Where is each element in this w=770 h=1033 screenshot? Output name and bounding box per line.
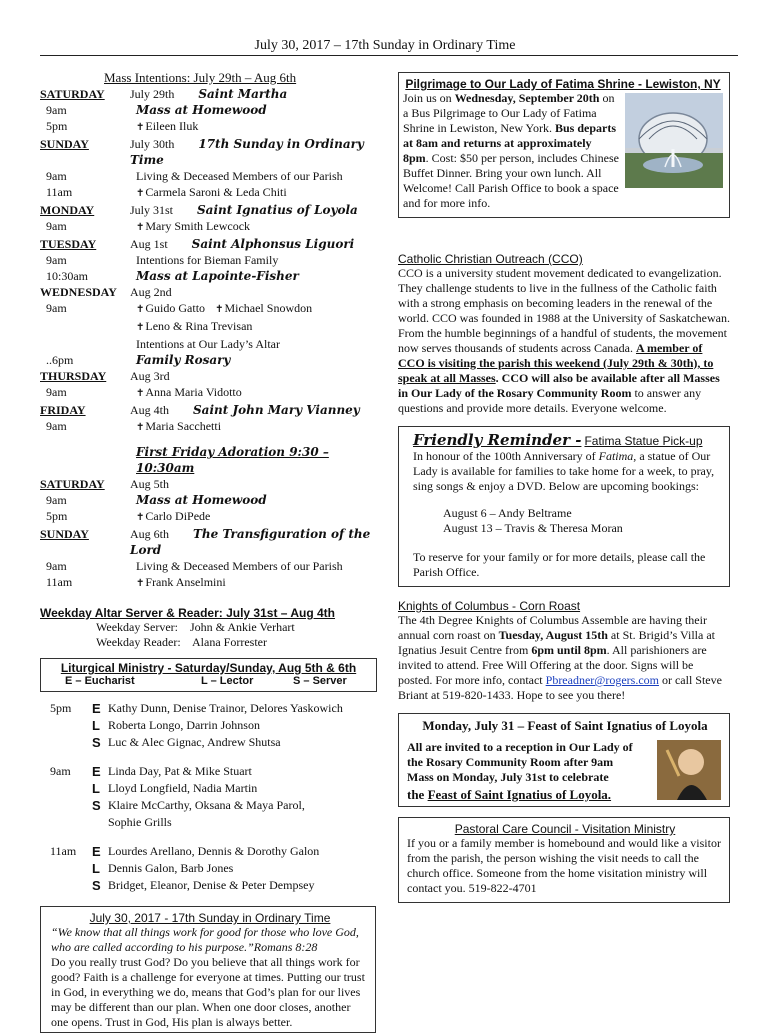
cco-text [398,266,730,416]
reminder-text-italic: Fatima, [598,449,637,463]
mass-time: ..6pm [46,353,74,367]
mass-intention-body [136,384,380,402]
saint-feast: The Transfiguration of the Lord [130,527,371,557]
mass-intention-body [136,300,380,318]
mass-intention-body [130,284,380,300]
mass-intention-text: Aug 5th [130,477,169,491]
liturgical-group [40,700,380,751]
server-value: John & Ankie Verhart [190,620,295,634]
reflection-title: July 30, 2017 - 17th Sunday in Ordinary Time [89,911,331,925]
legend-eucharist: E – Eucharist [65,675,135,687]
mass-intentions-title: Mass Intentions: July 29th – Aug 6th [104,70,297,85]
mass-intention-text: Aug 3rd [130,369,170,383]
server-label: Weekday Server: [96,620,178,634]
mass-intention-body [130,86,380,102]
mass-intention-body [130,526,380,558]
liturgical-group [40,843,380,894]
mass-intention-body [136,492,380,508]
knights-date: Tuesday, August 15th [498,628,608,642]
mass-intention-row [40,218,380,236]
minister-names: Sophie Grills [108,815,172,829]
mass-time: 9am [46,103,67,117]
mass-time: 9am [46,301,67,315]
mass-intention-row [40,476,380,492]
mass-intention-text: July 29th [130,87,175,101]
mass-intention-text: Mass at Homewood [136,103,267,117]
liturgical-time [40,797,92,814]
mass-intention-row [40,368,380,384]
mass-intention-row [40,184,380,202]
mass-intention-body [136,508,380,526]
mass-time: 5pm [46,119,68,133]
reminder-bookings [413,506,723,536]
liturgical-time: 11am [50,844,77,858]
minister-names: Luc & Alec Gignac, Andrew Shutsa [108,735,281,749]
booking-item: August 13 – Travis & Theresa Moran [443,521,623,535]
minister-names: Bridget, Eleanor, Denise & Peter Dempsey [108,878,315,892]
legend-server: S – Server [293,675,347,687]
mass-intention-row [40,444,380,476]
liturgical-row [40,814,380,831]
mass-intention-body [130,236,380,252]
ministry-code: L [92,861,100,876]
cco-text-1: CCO is a university student movement dedicated to evangelization. They challenge students to live in the fullness of the Catholic faith with a strong emphasis on becoming leaders in the renewal of the world. CCO was founded in 1988 at the University of Saskatchewan. From the humble beginnings of a handful of students, the movement now serves thousands of students across Canada. [398,266,730,355]
minister-names: Kathy Dunn, Denise Trainor, Delores Yaskowich [108,701,343,715]
mass-intention-row [40,526,380,558]
mass-intention-body [136,336,380,352]
mass-time: 11am [46,185,73,199]
mass-intention-body [130,476,380,492]
reminder-title-script: Friendly Reminder - [413,431,582,449]
reflection-text: Do you really trust God? Do you believe that all things work for good? Faith is a challenge for everyone at times. Putting our trust in God, in everything we do, means that God’s plan for our lives may be different than our plan. When one door closes, another one opens. Trust in God, His plan is always better. [51,955,365,1029]
mass-day: SATURDAY [40,87,105,101]
mass-intention-text: Intentions at Our Lady’s Altar [136,337,280,351]
mass-intention-text: Aug 2nd [130,285,172,299]
knights-section [398,599,730,703]
saint-feast: Saint Martha [198,87,288,101]
reader-value: Alana Forrester [192,635,267,649]
mass-intention-body [136,558,380,574]
mass-intention-text: ✝ Guido Gatto [136,301,205,315]
reminder-box [398,426,730,587]
liturgical-time [40,780,92,797]
mass-intention-text: Living & Deceased Members of our Parish [136,559,343,573]
reflection-box [40,906,376,1033]
mass-intention-body [130,368,380,384]
ministry-code: S [92,735,101,750]
mass-intention-row [40,558,380,574]
mass-time [40,444,136,476]
mass-intention-body [136,418,380,436]
mass-intention-row [40,102,380,118]
left-column [40,70,380,1033]
mass-time: 9am [46,493,67,507]
ministry-code: E [92,764,101,779]
pilgrimage-date: Wednesday, September 20th [454,91,600,105]
minister-names: Roberta Longo, Darrin Johnson [108,718,260,732]
knights-text [398,613,730,703]
mass-intention-row [40,168,380,184]
mass-intention-body [136,268,380,284]
knights-text-2: at St. Brigid’s Villa at Ignatius Jesuit Centre from [398,628,715,657]
pilgrimage-text-2: on a Bus Pilgrimage to Our Lady of Fatima Shrine in Lewiston, New York. [403,91,615,135]
mass-day: FRIDAY [40,403,86,417]
knights-text-4: or call Steve Briant at 519-820-1433. Hope to see you there! [398,673,722,702]
reminder-title [413,431,723,449]
mass-intention-body [136,168,380,184]
minister-names: Klaire McCarthy, Oksana & Maya Parol, [108,798,305,812]
mass-intention-text: Mass at Lapointe-Fisher [136,269,299,283]
mass-intention-body [130,136,380,168]
fatima-shrine-image [625,93,723,188]
mass-intentions-list [40,86,380,592]
mass-intention-body [136,444,380,476]
mass-time: 9am [46,219,67,233]
liturgical-time: 5pm [50,701,72,715]
knights-text-3: . All parishioners are invited to attend. Free Will Offering at the door. Signs will be posted. For more info, contact [398,643,707,687]
mass-intention-text: Intentions for Bieman Family [136,253,279,267]
mass-intention-text: Family Rosary [136,353,231,367]
ignatius-feast-name: Feast of Saint Ignatius of Loyola. [427,787,612,802]
mass-time [40,336,136,352]
mass-intention-row [40,86,380,102]
pastoral-title: Pastoral Care Council - Visitation Ministry [454,822,676,836]
mass-intention-row [40,574,380,592]
ministry-code: E [92,844,101,859]
mass-intention-body [136,218,380,236]
liturgical-row [40,860,380,877]
mass-intention-text: Aug 6th [130,527,169,541]
knights-email-link[interactable]: Pbreadner@rogers.com [545,673,659,687]
mass-intention-body [130,402,380,418]
mass-day: MONDAY [40,203,95,217]
reminder-text-1: In honour of the 100th Anniversary of [413,449,599,463]
mass-intention-row [40,136,380,168]
cco-title: Catholic Christian Outreach (CCO) [398,252,583,266]
minister-names: Linda Day, Pat & Mike Stuart [108,764,252,778]
mass-intention-text: Living & Deceased Members of our Parish [136,169,343,183]
liturgical-legend [41,675,376,687]
cco-text-2: to answer any questions and provide more details. Everyone welcome. [398,386,702,415]
ministry-code: L [92,718,100,733]
saint-feast: Saint Ignatius of Loyola [197,203,358,217]
mass-time: 5pm [46,509,68,523]
ignatius-text: All are invited to a reception in Our Lady of the Rosary Community Room after 9am Mass on Monday, July 31st to celebrate [407,740,633,784]
mass-intention-body [136,118,380,136]
liturgical-schedule [40,700,380,894]
knights-text-1: The 4th Degree Knights of Columbus Assemble are having their annual corn roast on [398,613,707,642]
liturgical-title: Liturgical Ministry - Saturday/Sunday, Aug 5th & 6th [60,661,357,675]
mass-intention-row [40,352,380,368]
altar-server-title: Weekday Altar Server & Reader: July 31st – Aug 4th [40,606,336,620]
mass-intention-row [40,118,380,136]
liturgical-row [40,763,380,780]
saint-ignatius-image [657,740,721,800]
mass-day: SUNDAY [40,527,89,541]
mass-intention-text: Aug 1st [130,237,168,251]
mass-time: 9am [46,419,67,433]
liturgical-group [40,763,380,831]
ignatius-box [398,713,730,807]
cco-availability: . CCO will also be available after all Masses in Our Lady of the Rosary Community Room [398,371,720,400]
mass-day: SUNDAY [40,137,89,151]
liturgical-time [40,860,92,877]
mass-intention-body [130,202,380,218]
mass-intention-text: ✝ Michael Snowdon [215,301,312,315]
mass-intention-body [136,352,380,368]
mass-intention-row [40,418,380,436]
reminder-text [413,449,723,494]
mass-intention-text: First Friday Adoration 9:30 – 10:30am [136,445,329,475]
liturgical-row [40,797,380,814]
mass-intention-text: ✝ Carlo DiPede [136,509,210,523]
liturgical-row [40,780,380,797]
mass-intention-text: ✝ Anna Maria Vidotto [136,385,242,399]
mass-time: 10:30am [46,269,88,283]
mass-intention-row [40,492,380,508]
liturgical-time [40,734,92,751]
pilgrimage-text-3: . Cost: $50 per person, includes Chinese Buffet Dinner. Bring your own lunch. All Welcome! Call Parish Office to book a space and for more info. [403,151,619,210]
reminder-footer: To reserve for your family or for more details, please call the Parish Office. [413,550,706,579]
ignatius-title: Monday, July 31 – Feast of Saint Ignatius of Loyola [422,718,708,733]
mass-intention-body [136,318,380,336]
reflection-quote: “We know that all things work for good for those who love God, who are called according to his purpose.”Romans 8:28 [51,925,359,954]
liturgical-time: 9am [50,764,71,778]
liturgical-time [40,717,92,734]
liturgical-row [40,700,380,717]
mass-intention-text: July 30th [130,137,175,151]
minister-names: Dennis Galon, Barb Jones [108,861,234,875]
minister-names: Lloyd Longfield, Nadia Martin [108,781,258,795]
saint-ignatius-portrait [657,740,721,800]
mass-intention-row [40,300,380,318]
mass-time: 9am [46,385,67,399]
pilgrimage-box [398,72,730,218]
server-line [40,620,380,635]
right-column [398,72,730,903]
reader-label: Weekday Reader: [96,635,181,649]
liturgical-ministry-box [40,658,377,692]
reminder-title-rest: Fatima Statue Pick-up [584,434,703,448]
mass-intention-row [40,284,380,300]
mass-intention-row [40,268,380,284]
liturgical-time [40,877,92,894]
booking-item: August 6 – Andy Beltrame [443,506,572,520]
mass-intention-row [40,508,380,526]
mass-day: WEDNESDAY [40,285,117,299]
mass-intention-row [40,402,380,418]
liturgical-row [40,877,380,894]
mass-day: SATURDAY [40,477,105,491]
reader-line [40,635,380,650]
pastoral-text: If you or a family member is homebound and would like a visitor from the parish, the person wishing the visit needs to call the church office. Someone from the home visitation ministry will contact you. 519-822-4701 [407,836,721,895]
liturgical-row [40,734,380,751]
ministry-code: S [92,798,101,813]
mass-intention-body [136,184,380,202]
mass-intention-row [40,236,380,252]
liturgical-row [40,843,380,860]
ministry-code: L [92,781,100,796]
mass-intention-row [40,202,380,218]
mass-day: THURSDAY [40,369,107,383]
mass-intention-text: Aug 4th [130,403,169,417]
mass-intention-body [136,574,380,592]
altar-server-section [40,606,380,650]
saint-feast: Saint Alphonsus Liguori [191,237,355,251]
mass-intention-text: ✝ Eileen Iluk [136,119,198,133]
mass-day: TUESDAY [40,237,97,251]
fatima-shrine-photo [625,93,723,188]
mass-time: 9am [46,559,67,573]
pilgrimage-times: Bus departs at 8am and returns at approximately 8pm [403,121,617,165]
pastoral-box [398,817,730,903]
liturgical-time [40,814,92,831]
saint-feast: 17th Sunday in Ordinary Time [130,137,364,167]
mass-intention-row [40,252,380,268]
mass-intention-text: ✝ Mary Smith Lewcock [136,219,250,233]
cco-section [398,252,730,416]
mass-time: 11am [46,575,73,589]
mass-intention-text: ✝ Frank Anselmini [136,575,226,589]
ministry-code: E [92,701,101,716]
minister-names: Lourdes Arellano, Dennis & Dorothy Galon [108,844,320,858]
mass-intention-row [40,318,380,336]
mass-intention-text: ✝ Maria Sacchetti [136,419,221,433]
cco-visit-note: A member of CCO is visiting the parish this weekend (July 29th & 30th), to speak at all Masses [398,341,714,385]
liturgical-row [40,717,380,734]
mass-time: 9am [46,253,67,267]
knights-title: Knights of Columbus - Corn Roast [398,599,581,613]
pilgrimage-text-1: Join us on [403,91,455,105]
pilgrimage-title: Pilgrimage to Our Lady of Fatima Shrine - Lewiston, NY [405,77,721,91]
mass-intention-text: Mass at Homewood [136,493,267,507]
reminder-text-2: a statue of Our Lady is available for families to take home for a week, to pray, sing songs & enjoy a DVD. Below are upcoming bookings: [413,449,715,493]
mass-intention-row [40,384,380,402]
ministry-code: S [92,878,101,893]
header-divider [40,55,738,56]
knights-time: 6pm until 8pm [531,643,607,657]
saint-feast: Saint John Mary Vianney [193,403,360,417]
ministry-code [92,814,108,831]
mass-intention-text: ✝ Leno & Rina Trevisan [136,319,252,333]
mass-time [40,318,136,336]
mass-time: 9am [46,169,67,183]
mass-intention-row [40,336,380,352]
mass-intention-text: ✝ Carmela Saroni & Leda Chiti [136,185,287,199]
mass-intention-text: July 31st [130,203,174,217]
mass-intention-body [136,102,380,118]
legend-lector: L – Lector [201,675,254,687]
page-header: July 30, 2017 – 17th Sunday in Ordinary Time [254,38,516,53]
mass-intention-body [136,252,380,268]
ignatius-feast-prefix: the [407,787,428,802]
